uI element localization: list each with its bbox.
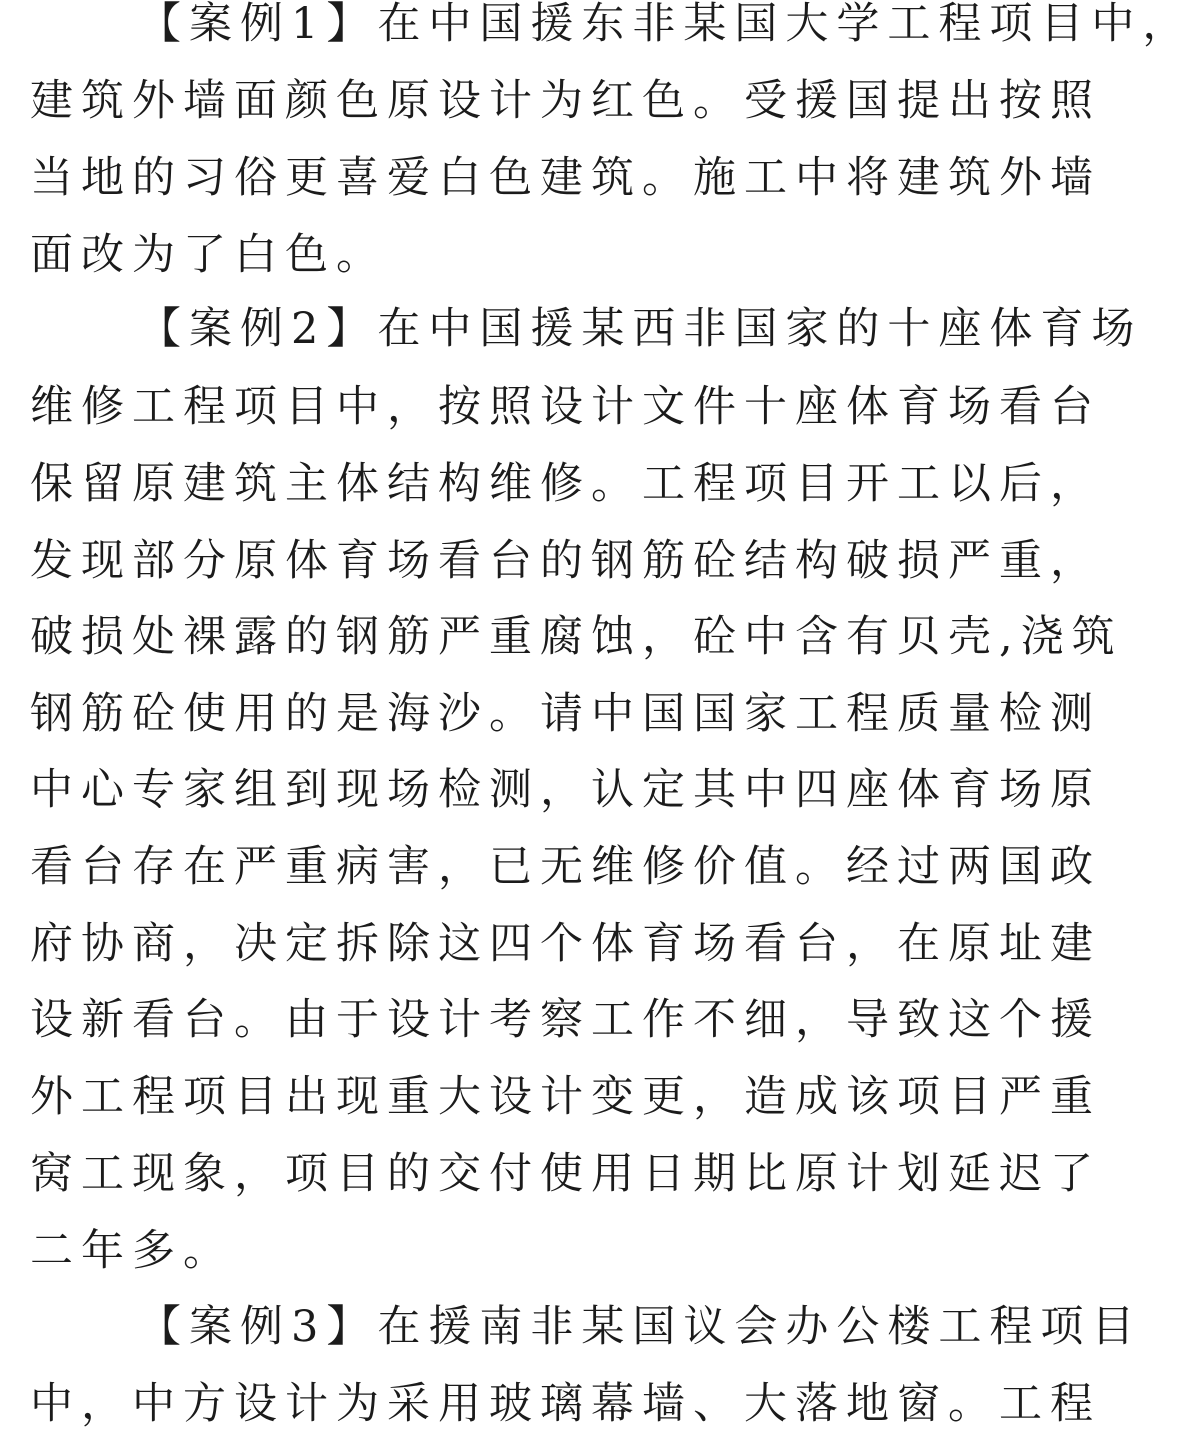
paragraph-line: 钢筋砼使用的是海沙。请中国国家工程质量检测: [30, 689, 1101, 739]
paragraph-line: 中心专家组到现场检测，认定其中四座体育场原: [30, 765, 1101, 815]
paragraph-line: 中，中方设计为采用玻璃幕墙、大落地窗。工程: [30, 1379, 1101, 1429]
paragraph-line: 当地的习俗更喜爱白色建筑。施工中将建筑外墙: [30, 153, 1101, 203]
paragraph-line: 府协商，决定拆除这四个体育场看台，在原址建: [30, 919, 1101, 969]
paragraph-line: 【案例2】在中国援某西非国家的十座体育场: [138, 304, 1143, 354]
paragraph-line: 【案例3】在援南非某国议会办公楼工程项目: [138, 1302, 1143, 1352]
paragraph-line: 二年多。: [30, 1226, 234, 1276]
paragraph-line: 发现部分原体育场看台的钢筋砼结构破损严重，: [30, 536, 1101, 586]
paragraph-line: 【案例1】在中国援东非某国大学工程项目中，: [138, 0, 1193, 49]
paragraph-line: 看台存在严重病害，已无维修价值。经过两国政: [30, 842, 1101, 892]
paragraph-line: 维修工程项目中，按照设计文件十座体育场看台: [30, 382, 1101, 432]
paragraph-line: 保留原建筑主体结构维修。工程项目开工以后，: [30, 459, 1101, 509]
paragraph-line: 窝工现象，项目的交付使用日期比原计划延迟了: [30, 1149, 1101, 1199]
paragraph-line: 设新看台。由于设计考察工作不细，导致这个援: [30, 995, 1101, 1045]
paragraph-line: 破损处裸露的钢筋严重腐蚀，砼中含有贝壳,浇筑: [30, 612, 1123, 662]
paragraph-line: 外工程项目出现重大设计变更，造成该项目严重: [30, 1072, 1101, 1122]
paragraph-line: 面改为了白色。: [30, 230, 387, 280]
paragraph-line: 建筑外墙面颜色原设计为红色。受援国提出按照: [30, 76, 1101, 126]
